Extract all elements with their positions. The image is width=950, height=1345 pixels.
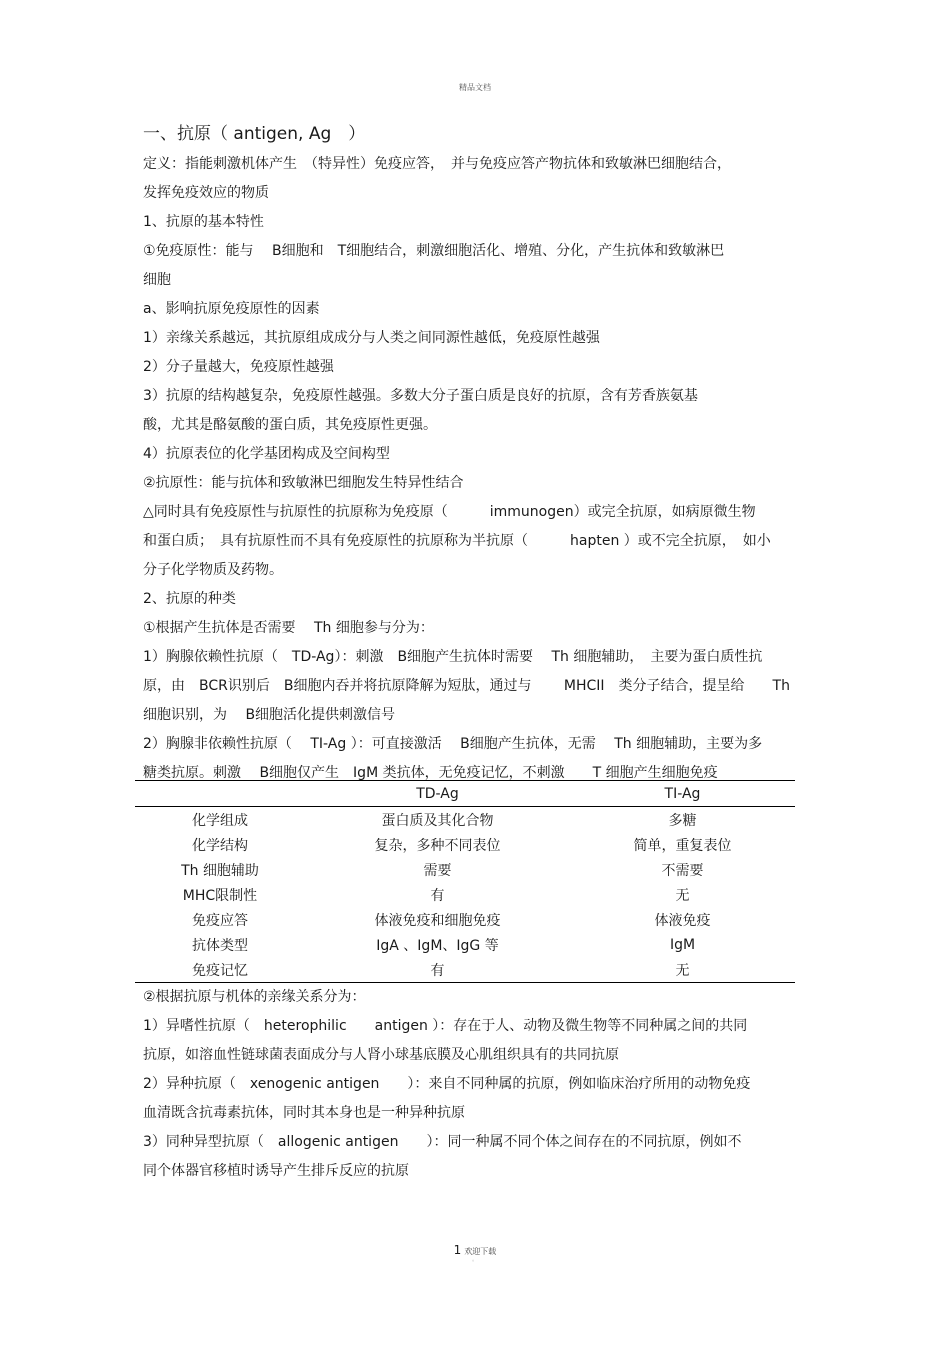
paragraph-line: 抗原，如溶血性链球菌表面成分与人肾小球基底膜及心肌组织具有的共同抗原 <box>143 1047 619 1063</box>
table-cell: 体液免疫 <box>654 912 711 929</box>
paragraph-line: ②根据抗原与机体的亲缘关系分为： <box>143 989 366 1005</box>
table-cell: 有 <box>430 887 445 904</box>
table-cell: 蛋白质及其化合物 <box>381 812 494 829</box>
table-cell: Th 细胞辅助 <box>181 862 259 879</box>
footer-note: 欢迎下载 <box>464 1247 497 1256</box>
table-cell: 化学结构 <box>192 837 248 854</box>
table-cell: 有 <box>430 962 445 979</box>
paragraph-line: 细胞 <box>143 272 171 288</box>
table-row <box>135 957 795 983</box>
paragraph-line: a、影响抗原免疫原性的因素 <box>143 301 320 317</box>
table-cell: 无 <box>675 887 690 904</box>
table-cell: 简单，重复表位 <box>633 837 732 854</box>
paragraph-line: 酸，尤其是酪氨酸的蛋白质，其免疫原性更强。 <box>143 417 437 433</box>
footer-dot: 。 <box>471 1256 478 1263</box>
table-header-row <box>135 781 795 807</box>
table-cell: 无 <box>675 962 690 979</box>
table-header-cell: TD-Ag <box>416 785 459 802</box>
table-cell: 化学组成 <box>192 812 248 829</box>
paragraph-line: 4）抗原表位的化学基团构成及空间构型 <box>143 446 390 462</box>
paragraph-line: 同个体器官移植时诱导产生排斥反应的抗原 <box>143 1163 409 1179</box>
paragraph-line: 细胞识别，为 B细胞活化提供刺激信号 <box>143 707 396 723</box>
paragraph-line: 2、抗原的种类 <box>143 591 236 607</box>
table-cell: 不需要 <box>661 862 704 879</box>
table-row <box>135 932 795 957</box>
table-cell: 免疫应答 <box>192 912 248 929</box>
paragraph-line: 原，由 BCR识别后 B细胞内吞并将抗原降解为短肽，通过与 MHCII 类分子结合，提呈给 Th <box>143 678 790 694</box>
paragraph-line: 糖类抗原。刺激 B细胞仅产生 IgM 类抗体，无免疫记忆，不刺激 T 细胞产生细胞免疫 <box>143 765 718 781</box>
paragraph-line: 2）分子量越大，免疫原性越强 <box>143 359 334 375</box>
table-row <box>135 907 795 932</box>
paragraph-line: 定义：指能刺激机体产生 （特异性）免疫应答， 并与免疫应答产物抗体和致敏淋巴细胞结合， <box>143 156 731 172</box>
paragraph-line: 和蛋白质； 具有抗原性而不具有免疫原性的抗原称为半抗原（ hapten ）或不完全抗原， 如小 <box>143 533 771 549</box>
paragraph-line: 1）胸腺依赖性抗原（ TD-Ag）：刺激 B细胞产生抗体时需要 Th 细胞辅助， 主要为蛋白质性抗 <box>143 649 763 665</box>
table-cell: 免疫记忆 <box>192 962 248 979</box>
section-title: 一、抗原（ antigen, Ag ） <box>143 124 366 144</box>
section-antigen-relations <box>143 983 823 1186</box>
paragraph-line: △同时具有免疫原性与抗原性的抗原称为免疫原（ immunogen）或完全抗原，如病原微生物 <box>143 504 756 520</box>
table-cell: 体液免疫和细胞免疫 <box>374 912 501 929</box>
paragraph-line: 1、抗原的基本特性 <box>143 214 264 230</box>
table-cell: 多糖 <box>668 812 697 829</box>
table-row <box>135 857 795 882</box>
page-number: 1 <box>453 1243 462 1257</box>
paragraph-line: 3）同种异型抗原（ allogenic antigen ）：同一种属不同个体之间存在的不同抗原，例如不 <box>143 1134 742 1150</box>
paragraph-line: 3）抗原的结构越复杂，免疫原性越强。多数大分子蛋白质是良好的抗原，含有芳香族氨基 <box>143 388 698 404</box>
comparison-table <box>135 780 795 983</box>
table-row <box>135 832 795 857</box>
paragraph-line: 分子化学物质及药物。 <box>143 562 283 578</box>
table-row <box>135 882 795 907</box>
section-antigen <box>143 120 823 788</box>
paragraph-line: 发挥免疫效应的物质 <box>143 185 269 201</box>
paragraph-line: ①根据产生抗体是否需要 Th 细胞参与分为： <box>143 620 434 636</box>
table-cell: 需要 <box>423 862 452 879</box>
table-cell: 复杂，多种不同表位 <box>374 837 501 854</box>
table-cell: MHC限制性 <box>182 887 258 904</box>
paragraph-line: 1）亲缘关系越远，其抗原组成成分与人类之间同源性越低，免疫原性越强 <box>143 330 600 346</box>
paragraph-line: ②抗原性：能与抗体和致敏淋巴细胞发生特异性结合 <box>143 475 464 491</box>
table-header-cell: TI-Ag <box>664 785 701 802</box>
table-cell: IgA 、IgM、IgG 等 <box>376 937 499 954</box>
table-cell: IgM <box>669 936 696 953</box>
paragraph-line: 1）异嗜性抗原（ heterophilic antigen ）：存在于人、动物及微生物等不同种属之间的共同 <box>143 1018 748 1034</box>
table-row <box>135 807 795 833</box>
paragraph-line: 2）异种抗原（ xenogenic antigen ）：来自不同种属的抗原，例如临床治疗所用的动物免疫 <box>143 1076 751 1092</box>
table-header-cell <box>135 781 305 807</box>
paragraph-line: 血清既含抗毒素抗体，同时其本身也是一种异种抗原 <box>143 1105 465 1121</box>
paragraph-line: ①免疫原性：能与 B细胞和 T细胞结合，刺激细胞活化、增殖、分化，产生抗体和致敏淋巴 <box>143 243 725 259</box>
table-cell: 抗体类型 <box>192 937 248 954</box>
page-footer <box>0 1243 950 1263</box>
paragraph-line: 2）胸腺非依赖性抗原（ TI-Ag ）：可直接激活 B细胞产生抗体，无需 Th 细胞辅助，主要为多 <box>143 736 763 752</box>
header-note: 精品文档 <box>459 83 491 92</box>
